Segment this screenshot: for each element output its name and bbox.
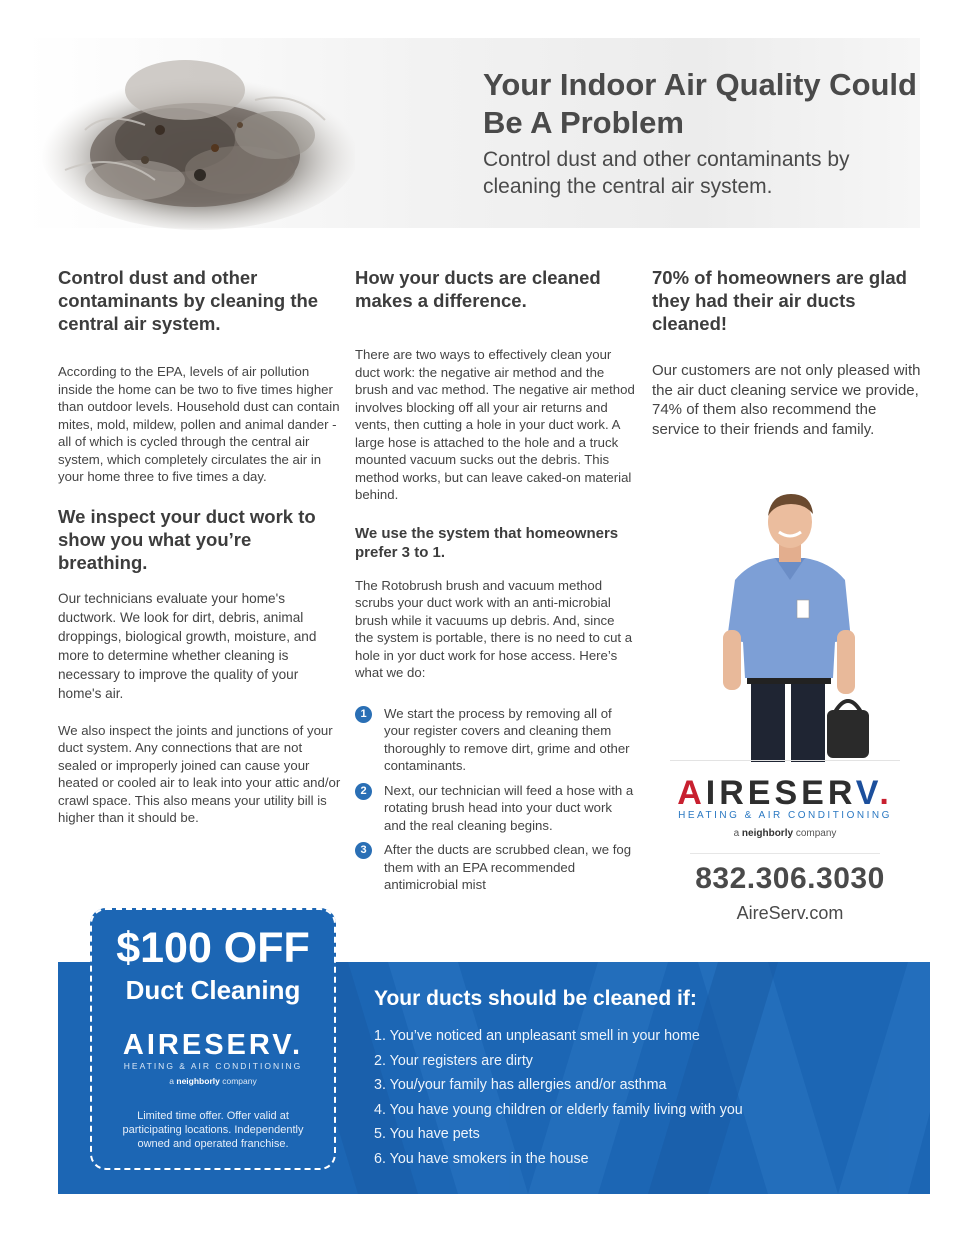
company-suffix: company	[222, 1076, 257, 1086]
col1-heading: Control dust and other contaminants by cleaning the central air system.	[58, 267, 319, 334]
column-left	[58, 266, 343, 827]
step-text: Next, our technician will feed a hose with a rotating brush head into your duct work and the real cleaning begins.	[384, 782, 634, 833]
neighborly-company-line	[655, 828, 915, 839]
text-fade-overlay	[375, 908, 670, 948]
step-number-badge: 2	[355, 783, 372, 800]
company-prefix: a	[169, 1076, 175, 1086]
hero-title: Your Indoor Air Quality Could Be A Problem	[483, 67, 917, 140]
website-link[interactable]: AireServ.com	[736, 903, 844, 923]
neighborly-wordmark: neighborly	[741, 828, 794, 839]
divider	[690, 853, 880, 854]
aireserv-logo	[655, 774, 915, 812]
logo-tagline: HEATING & AIR CONDITIONING	[678, 810, 892, 821]
step-item	[355, 841, 635, 894]
list-item: 6. You have smokers in the house	[374, 1150, 589, 1167]
col2-subheading: We use the system that homeowners prefer 3 to 1.	[355, 524, 619, 561]
hero-subtitle: Control dust and other contaminants by cleaning the central air system.	[483, 148, 850, 198]
coupon-neighborly-line	[90, 1076, 336, 1086]
col2-para1: There are two ways to effectively clean your duct work: the negative air method and the brush and vac method. The negative air method involves blocking off all your air returns and vents, then cutting a hole in your duct work. A large hose is attached to the hole and a truck mounted vacuum sucks out the debris. This method works, but can leave caked-on material behind.	[355, 347, 635, 502]
list-item: 3. You/your family has allergies and/or asthma	[374, 1077, 667, 1094]
list-item: 4. You have young children or elderly family living with you	[374, 1101, 743, 1118]
column-right	[652, 266, 922, 439]
steps-list	[355, 705, 635, 894]
col3-para: Our customers are not only pleased with the air duct cleaning service we provide, 74% of them also recommend the service to their friends and family.	[652, 362, 921, 438]
logo-letter-a: A	[677, 774, 706, 812]
company-prefix: a	[733, 828, 740, 839]
logo-middle: IRESER	[705, 774, 856, 812]
coupon-logo: AIRESERV.	[122, 1029, 304, 1061]
logo-letter-v: V	[855, 774, 880, 812]
step-number-badge: 3	[355, 842, 372, 859]
col2-heading: How your ducts are cleaned makes a difference.	[355, 267, 601, 311]
col3-heading: 70% of homeowners are glad they had their air ducts cleaned!	[652, 267, 907, 334]
coupon-fine-print: Limited time offer. Offer valid at participating locations. Independently owned and operated franchise.	[122, 1110, 304, 1150]
divider	[670, 760, 900, 761]
dust-pile-image	[25, 30, 355, 230]
ducts-reasons-list	[374, 1024, 743, 1172]
step-item	[355, 782, 635, 835]
col1-para3: We also inspect the joints and junctions of your duct system. Any connections that are not sealed or improperly joined can cause your heated or cooled air to leak into your attic and/or crawl space. This also means your utility bill is higher than it should be.	[58, 722, 341, 825]
neighborly-wordmark: neighborly	[176, 1076, 220, 1086]
coupon-content	[90, 908, 336, 1170]
list-item: 5. You have pets	[374, 1126, 480, 1143]
list-item: 1. You’ve noticed an unpleasant smell in your home	[374, 1028, 700, 1044]
col1-para1: According to the EPA, levels of air pollution inside the home can be two to five times higher than outdoor levels. Household dust can contain mites, mold, mildew, pollen and animal dander - all of which is cycled through the central air system, which completely circulates the air in your home three to five times a day.	[58, 364, 340, 484]
step-number-badge: 1	[355, 706, 372, 723]
step-item	[355, 705, 635, 775]
phone-number[interactable]: 832.306.3030	[695, 862, 885, 895]
coupon-price: $100 OFF	[116, 924, 310, 972]
column-middle	[355, 266, 635, 901]
logo-dot: .	[879, 774, 893, 812]
step-text: We start the process by removing all of your register covers and cleaning them thoroughly to remove dirt, grime and other contaminants.	[384, 705, 630, 773]
list-item: 2. Your registers are dirty	[374, 1052, 533, 1069]
col1-heading2: We inspect your duct work to show you what you’re breathing.	[58, 505, 316, 573]
company-suffix: company	[795, 828, 837, 839]
coupon-label: Duct Cleaning	[125, 975, 301, 1005]
technician-photo	[705, 490, 875, 762]
ducts-title: Your ducts should be cleaned if:	[374, 987, 697, 1010]
col2-para2: The Rotobrush brush and vacuum method scrubs your duct work with an anti-microbial brush while it vacuums up debris. And, since the system is portable, there is no need to cut a hole in yor duct work for hose access. Here’s what we do:	[355, 577, 633, 680]
col1-para2: Our technicians evaluate your home's ductwork. We look for dirt, debris, animal droppings, biological growth, moisture, and more to determine whether cleaning is necessary to improve the quality of your home's air.	[58, 590, 317, 701]
step-text: After the ducts are scrubbed clean, we fog them with an EPA recommended antimicrobial mist	[384, 842, 632, 892]
coupon-logo-tagline: HEATING & AIR CONDITIONING	[123, 1061, 303, 1071]
